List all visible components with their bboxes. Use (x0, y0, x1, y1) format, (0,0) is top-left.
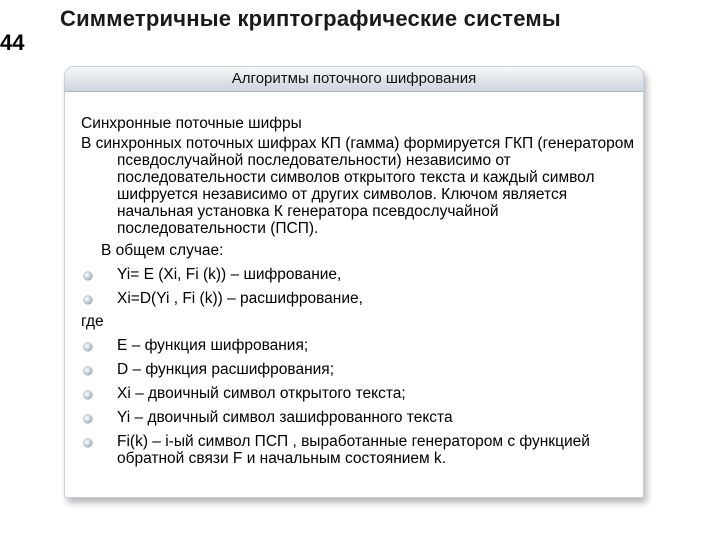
section-subtitle: Синхронные поточные шифры (81, 115, 302, 132)
bullet-icon (84, 415, 92, 423)
formula-decrypt: Xi=D(Yi , Fi (k)) – расшифрование, (117, 290, 363, 307)
bullet-icon (84, 439, 92, 447)
panel-body (81, 115, 637, 467)
bullet-icon (84, 272, 92, 280)
intro-paragraph: В синхронных поточных шифрах КП (гамма) формируется ГКП (генератором псевдослучайной последовательности) независимо от последовательности символов открытого текста и каждый символ шифруется независимо от других символов. Ключом является начальная установка К генератора псевдослучайной последовательности (ПСП). (81, 135, 635, 237)
list-item (81, 290, 637, 307)
definition-item: D – функция расшифрования; (117, 361, 335, 378)
definition-item: Yi – двоичный символ зашифрованного текста (117, 409, 453, 426)
list-item (81, 433, 637, 467)
list-item (81, 361, 637, 378)
general-case-label: В общем случае: (101, 242, 224, 259)
slide-number: 44 (0, 30, 25, 55)
formula-encrypt: Yi= E (Xi, Fi (k)) – шифрование, (117, 266, 342, 283)
list-item (81, 266, 637, 283)
definition-item: Fi(k) – i-ый символ ПСП , выработанные генератором с функцией обратной связи F и начальным состоянием k. (117, 433, 590, 467)
bullet-icon (84, 343, 92, 351)
definition-item: E – функция шифрования; (117, 337, 309, 354)
bullet-icon (84, 296, 92, 304)
list-item (81, 337, 637, 354)
list-item (81, 385, 637, 402)
where-label: где (81, 313, 104, 330)
bullet-icon (84, 367, 92, 375)
list-item (81, 409, 637, 426)
content-panel (64, 66, 644, 498)
definition-item: Xi – двоичный символ открытого текста; (117, 385, 406, 402)
slide-title: Симметричные криптографические системы (60, 6, 561, 31)
panel-header: Алгоритмы поточного шифрования (65, 67, 643, 92)
bullet-icon (84, 391, 92, 399)
